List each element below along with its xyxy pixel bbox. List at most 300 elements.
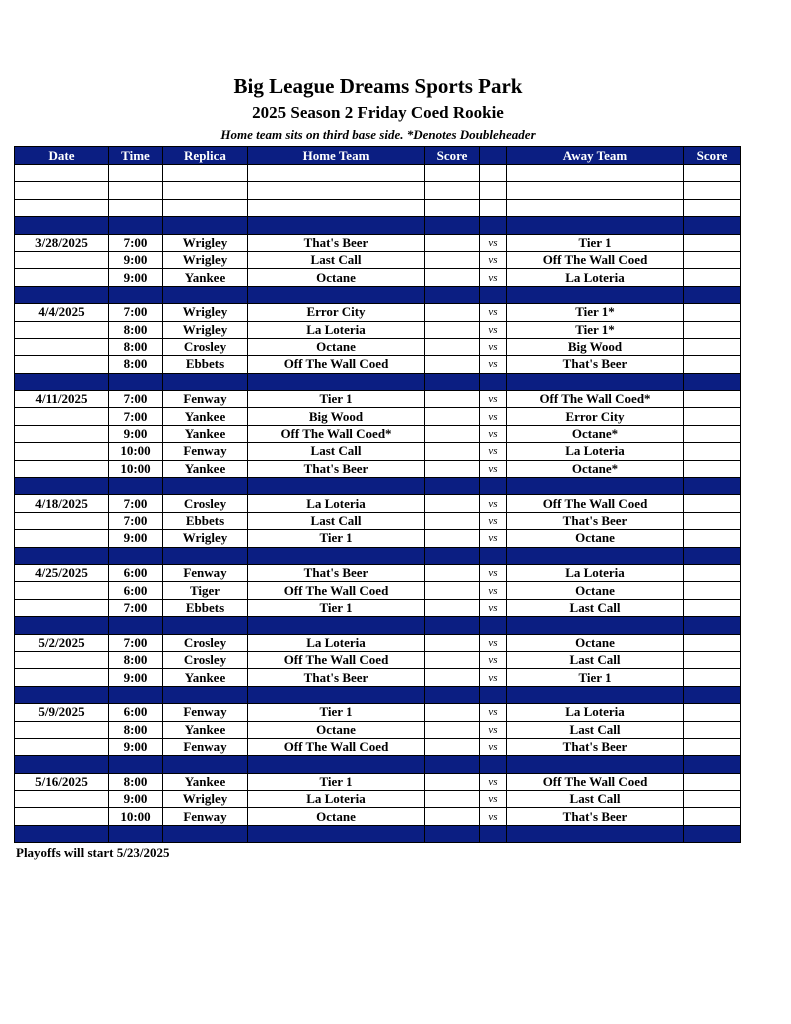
game-time: 7:00 — [109, 495, 163, 512]
separator-cell — [248, 547, 425, 564]
away-team: Last Call — [507, 651, 684, 668]
game-time: 7:00 — [109, 391, 163, 408]
away-score — [684, 251, 741, 268]
game-date — [15, 460, 109, 477]
game-date: 3/28/2025 — [15, 234, 109, 251]
game-date — [15, 530, 109, 547]
blank-cell — [163, 199, 248, 216]
game-field: Yankee — [163, 460, 248, 477]
game-row — [15, 425, 741, 442]
game-row — [15, 251, 741, 268]
home-team: Octane — [248, 808, 425, 825]
home-team: La Loteria — [248, 495, 425, 512]
page-title: Big League Dreams Sports Park — [233, 74, 523, 98]
game-row — [15, 582, 741, 599]
away-score — [684, 651, 741, 668]
blank-cell — [480, 165, 507, 182]
home-team: Off The Wall Coed — [248, 582, 425, 599]
game-row — [15, 495, 741, 512]
home-team: That's Beer — [248, 460, 425, 477]
separator-cell — [248, 286, 425, 303]
blank-cell — [425, 165, 480, 182]
separator-cell — [507, 217, 684, 234]
home-team: That's Beer — [248, 669, 425, 686]
vs-label: vs — [480, 738, 507, 755]
game-time: 9:00 — [109, 791, 163, 808]
game-date — [15, 721, 109, 738]
game-date — [15, 443, 109, 460]
game-date — [15, 338, 109, 355]
vs-label: vs — [480, 356, 507, 373]
home-score — [425, 791, 480, 808]
separator-cell — [684, 547, 741, 564]
separator-cell — [163, 217, 248, 234]
game-time: 7:00 — [109, 234, 163, 251]
away-score — [684, 234, 741, 251]
home-team: La Loteria — [248, 634, 425, 651]
blank-cell — [480, 182, 507, 199]
vs-label: vs — [480, 512, 507, 529]
game-date — [15, 808, 109, 825]
game-date — [15, 738, 109, 755]
game-time: 6:00 — [109, 582, 163, 599]
vs-label: vs — [480, 582, 507, 599]
home-score — [425, 651, 480, 668]
game-date: 5/2/2025 — [15, 634, 109, 651]
home-team: Last Call — [248, 512, 425, 529]
game-time: 9:00 — [109, 251, 163, 268]
blank-cell — [684, 199, 741, 216]
away-team: That's Beer — [507, 512, 684, 529]
away-team: La Loteria — [507, 443, 684, 460]
away-score — [684, 669, 741, 686]
game-date — [15, 356, 109, 373]
game-date — [15, 321, 109, 338]
vs-label: vs — [480, 321, 507, 338]
game-field: Yankee — [163, 269, 248, 286]
game-date — [15, 251, 109, 268]
game-field: Yankee — [163, 425, 248, 442]
separator-cell — [109, 547, 163, 564]
game-row — [15, 408, 741, 425]
home-score — [425, 425, 480, 442]
col-header-replica: Replica — [163, 147, 248, 165]
away-score — [684, 495, 741, 512]
home-team: La Loteria — [248, 791, 425, 808]
away-team: Last Call — [507, 721, 684, 738]
away-score — [684, 808, 741, 825]
home-score — [425, 443, 480, 460]
separator-cell — [109, 825, 163, 842]
vs-label: vs — [480, 251, 507, 268]
separator-cell — [15, 756, 109, 773]
away-score — [684, 443, 741, 460]
vs-label: vs — [480, 564, 507, 581]
home-score — [425, 391, 480, 408]
game-time: 8:00 — [109, 321, 163, 338]
separator-cell — [684, 825, 741, 842]
vs-label: vs — [480, 425, 507, 442]
separator-cell — [248, 478, 425, 495]
game-row — [15, 669, 741, 686]
separator-cell — [480, 617, 507, 634]
home-score — [425, 408, 480, 425]
separator-cell — [163, 617, 248, 634]
home-team: That's Beer — [248, 564, 425, 581]
home-team: La Loteria — [248, 321, 425, 338]
separator-cell — [248, 825, 425, 842]
home-score — [425, 251, 480, 268]
separator-cell — [684, 217, 741, 234]
game-time: 7:00 — [109, 634, 163, 651]
away-team: That's Beer — [507, 808, 684, 825]
schedule-body — [15, 165, 741, 843]
away-team: Octane* — [507, 460, 684, 477]
vs-label: vs — [480, 651, 507, 668]
blank-cell — [163, 165, 248, 182]
vs-label: vs — [480, 408, 507, 425]
blank-cell — [425, 199, 480, 216]
separator-cell — [507, 756, 684, 773]
away-team: Off The Wall Coed — [507, 773, 684, 790]
vs-label: vs — [480, 704, 507, 721]
home-team: Last Call — [248, 443, 425, 460]
week-separator — [15, 825, 741, 842]
away-score — [684, 634, 741, 651]
away-team: Tier 1* — [507, 321, 684, 338]
away-team: Off The Wall Coed — [507, 251, 684, 268]
game-field: Ebbets — [163, 356, 248, 373]
separator-cell — [248, 373, 425, 390]
away-team: That's Beer — [507, 356, 684, 373]
game-time: 9:00 — [109, 669, 163, 686]
blank-row — [15, 182, 741, 199]
blank-cell — [507, 165, 684, 182]
col-header-time: Time — [109, 147, 163, 165]
game-field: Fenway — [163, 808, 248, 825]
game-field: Wrigley — [163, 530, 248, 547]
game-time: 6:00 — [109, 704, 163, 721]
away-score — [684, 425, 741, 442]
game-date — [15, 408, 109, 425]
away-score — [684, 269, 741, 286]
separator-cell — [507, 686, 684, 703]
separator-cell — [480, 373, 507, 390]
blank-cell — [480, 199, 507, 216]
away-team: Last Call — [507, 599, 684, 616]
game-field: Crosley — [163, 634, 248, 651]
blank-cell — [684, 165, 741, 182]
separator-cell — [425, 825, 480, 842]
game-date — [15, 269, 109, 286]
separator-cell — [248, 617, 425, 634]
blank-cell — [109, 182, 163, 199]
away-score — [684, 599, 741, 616]
home-team: Error City — [248, 304, 425, 321]
home-score — [425, 495, 480, 512]
game-row — [15, 512, 741, 529]
page-subtitle: 2025 Season 2 Friday Coed Rookie — [252, 103, 504, 122]
away-score — [684, 791, 741, 808]
game-date: 4/11/2025 — [15, 391, 109, 408]
game-time: 9:00 — [109, 738, 163, 755]
separator-cell — [425, 373, 480, 390]
separator-cell — [425, 756, 480, 773]
separator-cell — [15, 547, 109, 564]
game-field: Crosley — [163, 338, 248, 355]
game-field: Wrigley — [163, 791, 248, 808]
game-date — [15, 651, 109, 668]
blank-cell — [507, 182, 684, 199]
home-score — [425, 530, 480, 547]
game-row — [15, 634, 741, 651]
game-date — [15, 669, 109, 686]
away-score — [684, 304, 741, 321]
separator-cell — [109, 286, 163, 303]
vs-label: vs — [480, 338, 507, 355]
game-row — [15, 321, 741, 338]
home-team: Tier 1 — [248, 704, 425, 721]
separator-cell — [109, 617, 163, 634]
blank-cell — [109, 165, 163, 182]
game-row — [15, 530, 741, 547]
home-team: Last Call — [248, 251, 425, 268]
game-row — [15, 356, 741, 373]
game-time: 6:00 — [109, 564, 163, 581]
vs-label: vs — [480, 773, 507, 790]
game-row — [15, 704, 741, 721]
away-score — [684, 391, 741, 408]
away-team: Error City — [507, 408, 684, 425]
separator-cell — [507, 547, 684, 564]
game-time: 8:00 — [109, 721, 163, 738]
home-team: Off The Wall Coed — [248, 738, 425, 755]
game-row — [15, 791, 741, 808]
separator-cell — [163, 286, 248, 303]
home-score — [425, 356, 480, 373]
away-score — [684, 564, 741, 581]
away-team: Big Wood — [507, 338, 684, 355]
week-separator — [15, 373, 741, 390]
blank-cell — [15, 199, 109, 216]
separator-cell — [15, 286, 109, 303]
separator-cell — [109, 756, 163, 773]
schedule-note: Home team sits on third base side. *Denotes Doubleheader — [220, 127, 536, 142]
game-field: Ebbets — [163, 512, 248, 529]
blank-cell — [163, 182, 248, 199]
separator-cell — [684, 286, 741, 303]
home-score — [425, 808, 480, 825]
home-score — [425, 669, 480, 686]
game-time: 7:00 — [109, 512, 163, 529]
separator-cell — [15, 478, 109, 495]
vs-label: vs — [480, 304, 507, 321]
game-date: 5/16/2025 — [15, 773, 109, 790]
game-row — [15, 738, 741, 755]
separator-cell — [480, 547, 507, 564]
blank-cell — [248, 182, 425, 199]
game-date: 4/18/2025 — [15, 495, 109, 512]
separator-cell — [163, 547, 248, 564]
away-score — [684, 773, 741, 790]
separator-cell — [15, 373, 109, 390]
week-separator — [15, 756, 741, 773]
game-time: 8:00 — [109, 338, 163, 355]
game-time: 9:00 — [109, 425, 163, 442]
game-date: 4/25/2025 — [15, 564, 109, 581]
blank-cell — [248, 199, 425, 216]
game-field: Wrigley — [163, 321, 248, 338]
vs-label: vs — [480, 721, 507, 738]
home-score — [425, 582, 480, 599]
away-team: La Loteria — [507, 269, 684, 286]
home-score — [425, 304, 480, 321]
separator-cell — [163, 478, 248, 495]
col-header-away-score: Score — [684, 147, 741, 165]
game-time: 7:00 — [109, 408, 163, 425]
away-team: Tier 1 — [507, 669, 684, 686]
home-team: Tier 1 — [248, 391, 425, 408]
game-row — [15, 269, 741, 286]
game-time: 10:00 — [109, 460, 163, 477]
home-team: Tier 1 — [248, 530, 425, 547]
separator-cell — [425, 217, 480, 234]
home-team: Tier 1 — [248, 773, 425, 790]
away-score — [684, 321, 741, 338]
away-team: La Loteria — [507, 564, 684, 581]
away-score — [684, 582, 741, 599]
home-score — [425, 234, 480, 251]
schedule-table — [14, 146, 741, 843]
game-field: Fenway — [163, 704, 248, 721]
away-team: Off The Wall Coed — [507, 495, 684, 512]
game-field: Fenway — [163, 564, 248, 581]
away-team: Tier 1 — [507, 234, 684, 251]
home-score — [425, 599, 480, 616]
separator-cell — [15, 617, 109, 634]
col-header-home-score: Score — [425, 147, 480, 165]
week-separator — [15, 478, 741, 495]
game-field: Yankee — [163, 773, 248, 790]
separator-cell — [684, 617, 741, 634]
home-score — [425, 564, 480, 581]
separator-cell — [109, 478, 163, 495]
blank-cell — [109, 199, 163, 216]
home-score — [425, 338, 480, 355]
separator-cell — [15, 217, 109, 234]
separator-cell — [163, 373, 248, 390]
away-team: Octane — [507, 530, 684, 547]
game-field: Fenway — [163, 443, 248, 460]
playoffs-note: Playoffs will start 5/23/2025 — [16, 845, 170, 860]
separator-cell — [163, 756, 248, 773]
home-team: Off The Wall Coed* — [248, 425, 425, 442]
home-team: Octane — [248, 721, 425, 738]
separator-cell — [425, 286, 480, 303]
separator-cell — [684, 686, 741, 703]
game-row — [15, 338, 741, 355]
game-field: Crosley — [163, 651, 248, 668]
separator-cell — [507, 478, 684, 495]
separator-cell — [480, 286, 507, 303]
game-field: Wrigley — [163, 234, 248, 251]
col-header-vs — [480, 147, 507, 165]
game-time: 9:00 — [109, 530, 163, 547]
game-row — [15, 234, 741, 251]
away-score — [684, 512, 741, 529]
blank-cell — [425, 182, 480, 199]
game-row — [15, 808, 741, 825]
away-score — [684, 721, 741, 738]
separator-cell — [248, 217, 425, 234]
separator-cell — [425, 547, 480, 564]
home-team: Off The Wall Coed — [248, 356, 425, 373]
game-time: 8:00 — [109, 356, 163, 373]
away-score — [684, 356, 741, 373]
vs-label: vs — [480, 791, 507, 808]
blank-row — [15, 165, 741, 182]
separator-cell — [507, 286, 684, 303]
game-time: 9:00 — [109, 269, 163, 286]
game-time: 10:00 — [109, 443, 163, 460]
game-field: Wrigley — [163, 304, 248, 321]
game-field: Yankee — [163, 408, 248, 425]
away-team: Off The Wall Coed* — [507, 391, 684, 408]
game-field: Crosley — [163, 495, 248, 512]
week-separator — [15, 286, 741, 303]
home-team: Octane — [248, 269, 425, 286]
game-row — [15, 304, 741, 321]
game-row — [15, 443, 741, 460]
vs-label: vs — [480, 495, 507, 512]
game-date — [15, 791, 109, 808]
game-field: Tiger — [163, 582, 248, 599]
game-time: 7:00 — [109, 304, 163, 321]
away-team: Last Call — [507, 791, 684, 808]
home-score — [425, 512, 480, 529]
game-field: Wrigley — [163, 251, 248, 268]
vs-label: vs — [480, 460, 507, 477]
separator-cell — [425, 478, 480, 495]
home-score — [425, 460, 480, 477]
separator-cell — [507, 825, 684, 842]
header-row — [15, 147, 741, 165]
away-team: Tier 1* — [507, 304, 684, 321]
away-team: Octane — [507, 582, 684, 599]
away-team: Octane — [507, 634, 684, 651]
separator-cell — [507, 617, 684, 634]
game-row — [15, 460, 741, 477]
vs-label: vs — [480, 599, 507, 616]
separator-cell — [248, 686, 425, 703]
separator-cell — [109, 686, 163, 703]
home-team: Octane — [248, 338, 425, 355]
game-row — [15, 564, 741, 581]
separator-cell — [684, 756, 741, 773]
away-score — [684, 460, 741, 477]
separator-cell — [248, 756, 425, 773]
away-team: Octane* — [507, 425, 684, 442]
separator-cell — [15, 825, 109, 842]
home-score — [425, 721, 480, 738]
week-separator — [15, 686, 741, 703]
game-date: 5/9/2025 — [15, 704, 109, 721]
separator-cell — [425, 686, 480, 703]
separator-cell — [109, 217, 163, 234]
away-score — [684, 530, 741, 547]
game-field: Fenway — [163, 391, 248, 408]
game-date — [15, 582, 109, 599]
